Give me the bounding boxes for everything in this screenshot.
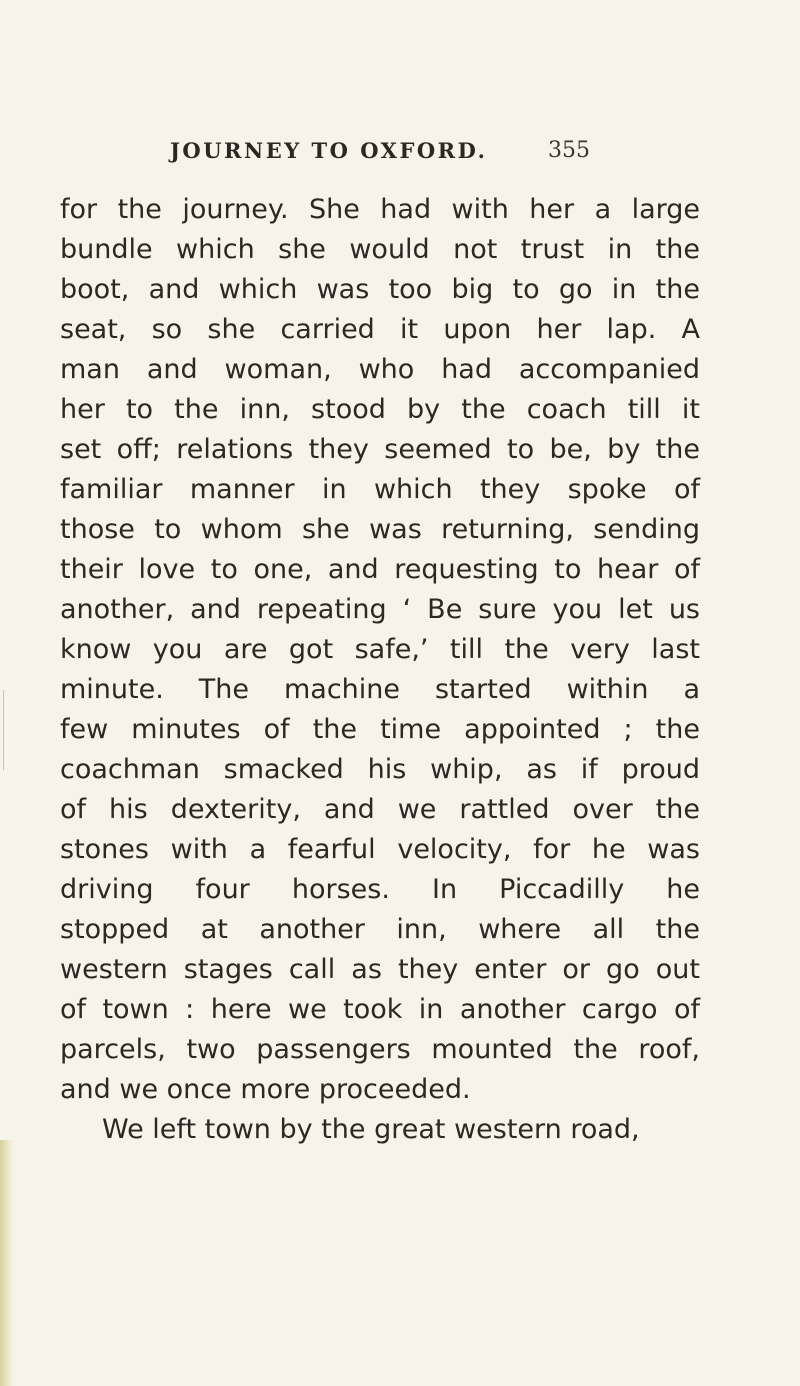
text-line: driving four horses. In Piccadilly he	[60, 874, 700, 905]
running-head	[170, 138, 590, 168]
text-line: of his dexterity, and we rattled over the	[60, 794, 700, 825]
text-line: minute. The machine started within a	[60, 674, 700, 705]
text-line: know you are got safe,’ till the very last	[60, 634, 700, 665]
text-line: for the journey. She had with her a large	[60, 194, 700, 225]
text-line: boot, and which was too big to go in the	[60, 274, 700, 305]
text-line: those to whom she was returning, sending	[60, 514, 700, 545]
text-line: man and woman, who had accompanied	[60, 354, 700, 385]
body-text	[60, 190, 700, 1150]
paragraph-start-line: We left town by the great western road,	[102, 1114, 640, 1145]
text-line: seat, so she carried it upon her lap. A	[60, 314, 700, 345]
paragraph-end-line: and we once more proceeded.	[60, 1074, 471, 1105]
text-line: another, and repeating ‘ Be sure you let us	[60, 594, 700, 625]
text-line: stopped at another inn, where all the	[60, 914, 700, 945]
page-number: 355	[548, 138, 590, 163]
text-line: parcels, two passengers mounted the roof,	[60, 1034, 700, 1065]
page-edge-shadow	[3, 690, 4, 770]
text-line: set off; relations they seemed to be, by the	[60, 434, 700, 465]
text-line: familiar manner in which they spoke of	[60, 474, 700, 505]
text-line: western stages call as they enter or go out	[60, 954, 700, 985]
text-line: few minutes of the time appointed ; the	[60, 714, 700, 745]
text-line: her to the inn, stood by the coach till it	[60, 394, 700, 425]
page-edge-stain	[0, 1140, 14, 1386]
running-title: JOURNEY TO OXFORD.	[170, 138, 488, 163]
text-line: stones with a fearful velocity, for he was	[60, 834, 700, 865]
text-line: their love to one, and requesting to hear of	[60, 554, 700, 585]
text-line: of town : here we took in another cargo of	[60, 994, 700, 1025]
text-line: bundle which she would not trust in the	[60, 234, 700, 265]
text-line: coachman smacked his whip, as if proud	[60, 754, 700, 785]
